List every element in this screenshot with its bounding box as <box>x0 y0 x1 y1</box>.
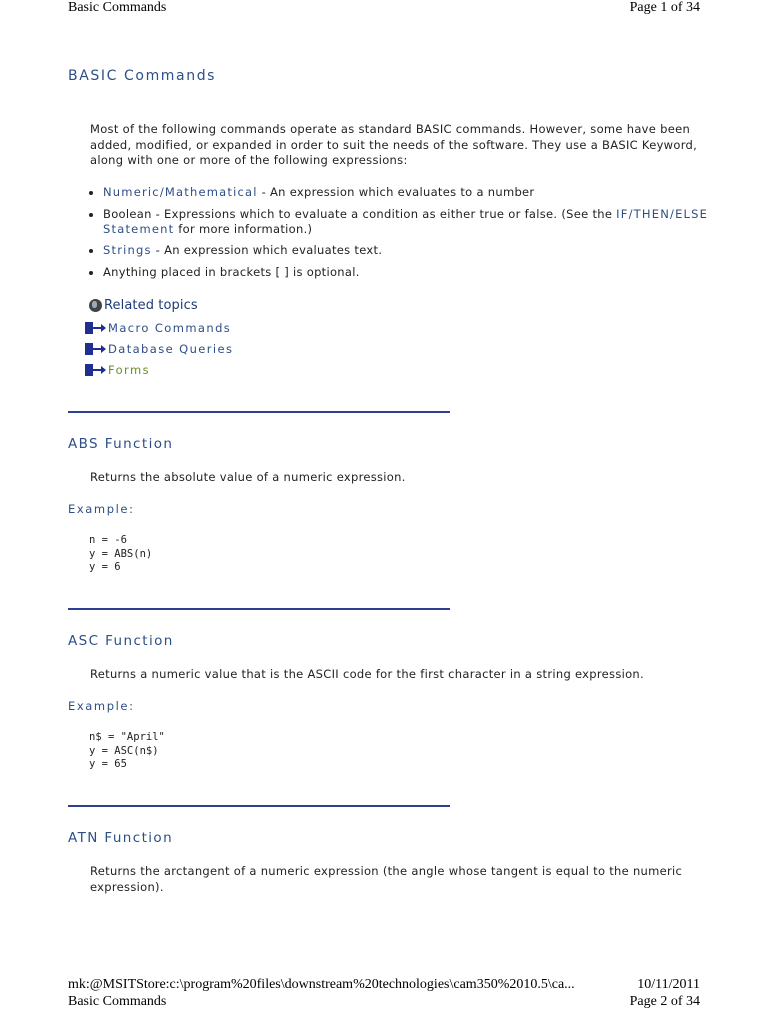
function-description: Returns the absolute value of a numeric expression. <box>90 470 406 484</box>
function-title: ASC Function <box>68 633 174 649</box>
related-link-forms[interactable]: Forms <box>85 363 150 377</box>
list-item: • Anything placed in brackets [ ] is optional. <box>103 265 713 280</box>
example-label: Example: <box>68 699 135 713</box>
next-page-number: Page 2 of 34 <box>629 994 700 1009</box>
strings-link[interactable]: Strings <box>103 243 152 257</box>
footer-url: mk:@MSITStore:c:\program%20files\downstream%20technologies\cam350%2010.5\ca... <box>68 977 575 992</box>
list-item: • Numeric/Mathematical - An expression which evaluates to a number <box>103 185 713 200</box>
expression-list <box>86 185 713 286</box>
function-title: ATN Function <box>68 830 174 846</box>
globe-icon <box>89 299 102 312</box>
link-arrow-icon <box>85 321 107 335</box>
related-link-macro-commands[interactable]: Macro Commands <box>85 321 231 335</box>
code-example: n$ = "April" y = ASC(n$) y = 65 <box>89 731 165 770</box>
intro-paragraph: Most of the following commands operate as standard BASIC commands. However, some have been added, modified, or expanded in order to suit the needs of the software. They use a BASIC Keyword, along with one or more of the following expressions: <box>90 122 698 167</box>
example-label: Example: <box>68 502 135 516</box>
related-topics-heading[interactable]: Related topics <box>89 298 198 313</box>
function-title: ABS Function <box>68 436 174 452</box>
section-divider <box>68 411 450 413</box>
numeric-link[interactable]: Numeric/Mathematical <box>103 185 258 199</box>
footer-date: 10/11/2011 <box>637 977 700 992</box>
list-item: • Boolean - Expressions which to evaluate a condition as either true or false. (See the IF/THEN/ELSE Statement for more information.) <box>103 207 713 237</box>
function-description: Returns the arctangent of a numeric expression (the angle whose tangent is equal to the numeric expression). <box>90 864 683 894</box>
function-description: Returns a numeric value that is the ASCII code for the first character in a string expression. <box>90 667 644 681</box>
section-title: BASIC Commands <box>68 68 217 84</box>
related-link-database-queries[interactable]: Database Queries <box>85 342 233 356</box>
page-header-title: Basic Commands <box>68 0 167 15</box>
next-page-title: Basic Commands <box>68 994 167 1009</box>
page-number: Page 1 of 34 <box>629 0 700 15</box>
code-example: n = -6 y = ABS(n) y = 6 <box>89 534 153 573</box>
link-arrow-icon <box>85 342 107 356</box>
section-divider <box>68 805 450 807</box>
link-arrow-icon <box>85 363 107 377</box>
if-then-else-link[interactable]: IF/THEN/ELSE Statement <box>103 206 709 236</box>
section-divider <box>68 608 450 610</box>
list-item: • Strings - An expression which evaluates text. <box>103 243 713 258</box>
